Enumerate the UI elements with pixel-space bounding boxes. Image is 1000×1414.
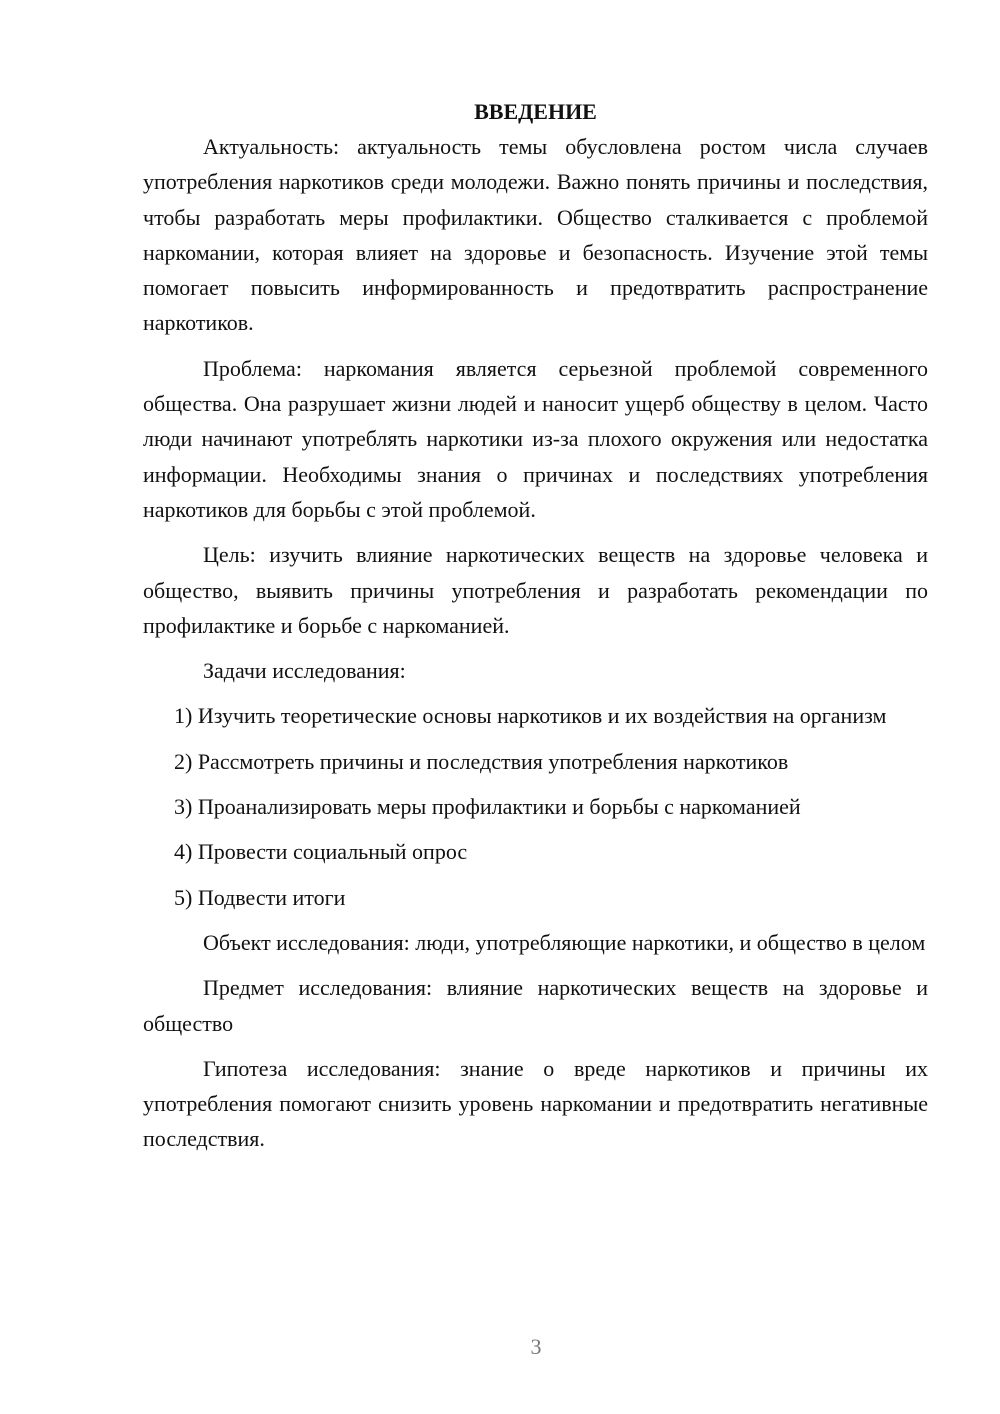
task-item: 2) Рассмотреть причины и последствия употребления наркотиков <box>174 748 789 774</box>
relevance-paragraph: Актуальность: актуальность темы обусловлена ростом числа случаев употребления наркотиков среди молодежи. Важно понять причины и последствия, чтобы разработать меры профилактики. Общество сталкивается с проблемой наркомании, которая влияет на здоровье и безопасность. Изучение этой темы помогает повысить информированность и предотвратить распространение наркотиков. <box>143 134 928 336</box>
paragraph-gap <box>143 734 928 744</box>
paragraph-gap <box>143 824 928 834</box>
task-item: 5) Подвести итоги <box>174 884 346 910</box>
document-page <box>143 94 928 1157</box>
paragraph-gap <box>143 643 928 653</box>
page-number: 3 <box>530 1334 542 1359</box>
subject-paragraph: Предмет исследования: влияние наркотических веществ на здоровье и общество <box>143 975 928 1036</box>
task-item: 1) Изучить теоретические основы наркотиков и их воздействия на организм <box>174 703 887 729</box>
section-heading: ВВЕДЕНИЕ <box>474 99 597 124</box>
paragraph-gap <box>143 341 928 351</box>
paragraph-gap <box>143 960 928 970</box>
goal-paragraph: Цель: изучить влияние наркотических веществ на здоровье человека и общество, выявить причины употребления и разработать рекомендации по профилактике и борьбе с наркоманией. <box>143 542 928 638</box>
paragraph-gap <box>143 527 928 537</box>
problem-paragraph: Проблема: наркомания является серьезной проблемой современного общества. Она разрушает жизни людей и наносит ущерб обществу в целом. Часто люди начинают употреблять наркотики из-за плохого окружения или недостатка информации. Необходимы знания о причинах и последствиях употребления наркотиков для борьбы с этой проблемой. <box>143 355 928 522</box>
task-item: 3) Проанализировать меры профилактики и борьбы с наркоманией <box>174 794 801 820</box>
hypothesis-paragraph: Гипотеза исследования: знание о вреде наркотиков и причины их употребления помогают снизить уровень наркомании и предотвратить негативные последствия. <box>143 1055 928 1152</box>
paragraph-gap <box>143 688 928 698</box>
tasks-heading: Задачи исследования: <box>203 658 406 684</box>
task-item: 4) Провести социальный опрос <box>174 839 468 865</box>
paragraph-gap <box>143 1041 928 1051</box>
paragraph-gap <box>143 915 928 925</box>
paragraph-gap <box>143 779 928 789</box>
paragraph-gap <box>143 870 928 880</box>
object-paragraph: Объект исследования: люди, употребляющие наркотики, и общество в целом <box>203 929 926 955</box>
